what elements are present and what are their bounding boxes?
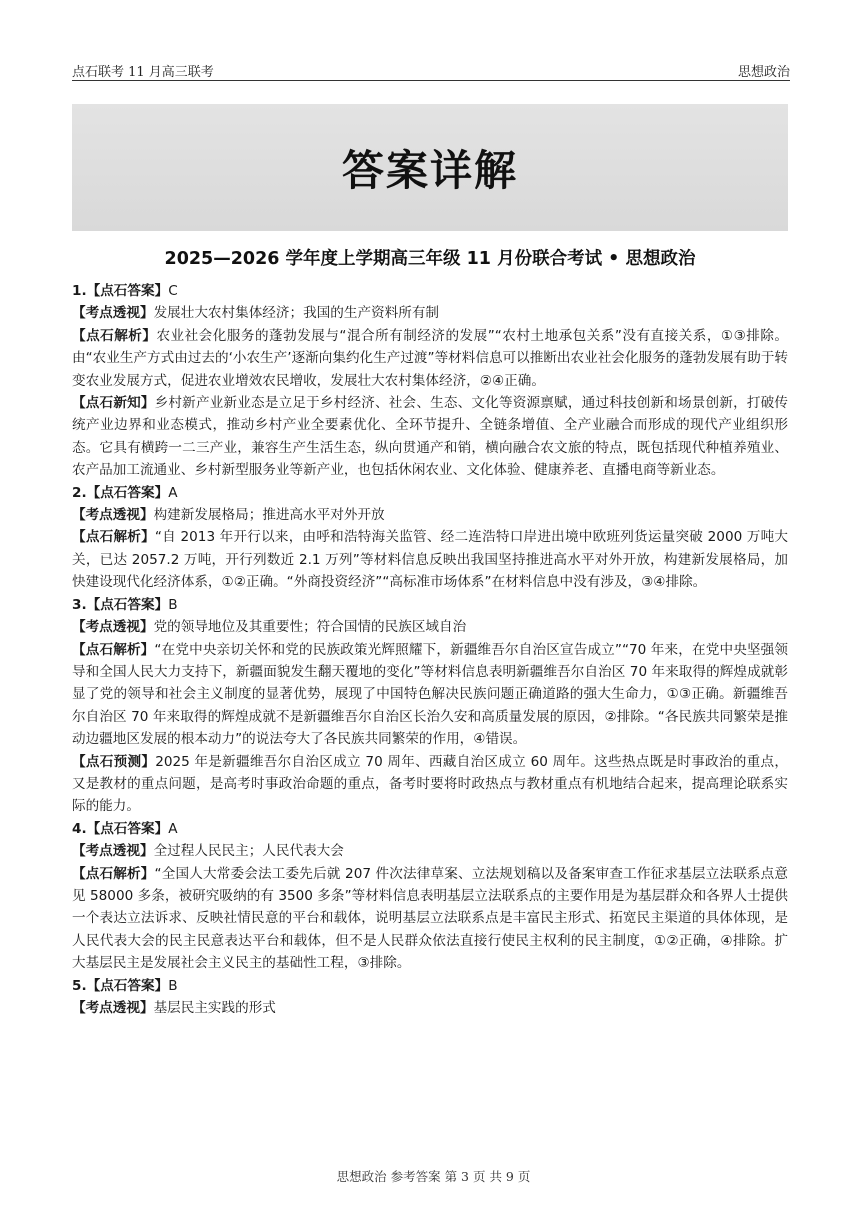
- answer-paragraph: [72, 504, 788, 526]
- paragraph-tag: 【考点透视】: [72, 843, 154, 860]
- answer-paragraph: [72, 302, 788, 324]
- answer-paragraph: [72, 280, 788, 302]
- banner-title: 答案详解: [341, 145, 518, 195]
- answer-paragraph: [72, 818, 788, 840]
- paragraph-text: “自 2013 年开行以来，由呼和浩特海关监管、经二连浩特口岸进出境中欧班列货运量突破 2000 万吨大关，已达 2057.2 万吨，开行列数近 2.1 万列”等材料信息反映出我国坚持推进高水平对外开放，构建新发展格局，加快建设现代化经济体系，①②正确。“外商投资经济”“高标准市场体系”在材料信息中没有涉及，③④排除。: [72, 529, 789, 591]
- paragraph-text: A: [168, 820, 178, 837]
- paragraph-text: “在党中央亲切关怀和党的民族政策光辉照耀下，新疆维吾尔自治区宣告成立”“70 年来，在党中央坚强领导和全国人民大力支持下，新疆面貌发生翻天覆地的变化”等材料信息表明新疆维吾尔自治区 70 年来取得的辉煌成就彰显了党的领导和社会主义制度的显著优势，展现了中国特色解决民族问题正确道路的强大生命力，①③正确。新疆维吾尔自治区 70 年来取得的辉煌成就不是新疆维吾尔自治区长治久安和高质量发展的原因，②排除。“各民族共同繁荣是推动边疆地区发展的根本动力”的说法夸大了各民族共同繁荣的作用，④错误。: [72, 641, 788, 748]
- paragraph-text: B: [168, 596, 178, 613]
- paragraph-tag: 【考点透视】: [72, 305, 154, 322]
- answer-paragraph: [72, 392, 788, 482]
- paragraph-tag: 5.【点石答案】: [72, 977, 169, 994]
- paragraph-tag: 1.【点石答案】: [72, 283, 169, 299]
- paragraph-tag: 【点石新知】: [72, 395, 155, 412]
- answer-content: [72, 280, 788, 1019]
- paragraph-text: “全国人大常委会法工委先后就 207 件次法律草案、立法规划稿以及备案审查工作征求基层立法联系点意见 58000 多条，被研究吸纳的有 3500 多条”等材料信息表明基层立法联系点的主要作用是为基层群众和各界人士提供一个表达立法诉求、反映社情民意的平台和载体，说明基层立法联系点是丰富民主形式、拓宽民主渠道的具体体现，是人民代表大会的民主民意表达平台和载体，但不是人民群众依法直接行使民主权利的民主制度，①②正确，④排除。扩大基层民主是发展社会主义民主的基础性工程，③排除。: [72, 865, 788, 972]
- answer-paragraph: [72, 325, 788, 392]
- answer-paragraph: [72, 616, 788, 638]
- paragraph-tag: 【点石预测】: [72, 753, 156, 770]
- running-header: [72, 60, 790, 81]
- answer-paragraph: [72, 639, 788, 751]
- paragraph-text: 农业社会化服务的蓬勃发展与“混合所有制经济的发展”“农村土地承包关系”没有直接关系，①③排除。由“农业生产方式由过去的‘小农生产’逐渐向集约化生产过渡”等材料信息可以推断出农业社会化服务的蓬勃发展有助于转变农业发展方式，促进农业增效农民增收，发展壮大农村集体经济，②④正确。: [72, 327, 789, 389]
- paragraph-text: 乡村新产业新业态是立足于乡村经济、社会、生态、文化等资源禀赋，通过科技创新和场景创新，打破传统产业边界和业态模式，推动乡村产业全要素优化、全环节提升、全链条增值、全产业融合而形成的现代产业组织形态。它具有横跨一二三产业，兼容生产生活生态，纵向贯通产和销，横向融合农文旅的特点，既包括现代种植养殖业、农产品加工流通业、乡村新型服务业等新产业，也包括休闲农业、文化体验、健康养老、直播电商等新业态。: [72, 395, 789, 479]
- answer-paragraph: [72, 863, 788, 975]
- document-title: 2025—2026 学年度上学期高三年级 11 月份联合考试 • 思想政治: [164, 249, 696, 269]
- paragraph-text: 基层民主实践的形式: [153, 1000, 276, 1016]
- paragraph-tag: 【点石解析】: [72, 529, 155, 546]
- paragraph-text: B: [168, 977, 178, 994]
- title-banner: [72, 104, 788, 231]
- paragraph-tag: 【点石解析】: [72, 641, 155, 658]
- paragraph-text: C: [168, 283, 178, 299]
- paragraph-tag: 3.【点石答案】: [72, 596, 169, 613]
- paragraph-text: 党的领导地位及其重要性；符合国情的民族区域自治: [153, 619, 467, 636]
- paragraph-tag: 【点石解析】: [72, 865, 155, 882]
- paragraph-text: 发展壮大农村集体经济；我国的生产资料所有制: [153, 305, 440, 322]
- paragraph-text: 全过程人民民主；人民代表大会: [153, 843, 344, 860]
- header-subject: 思想政治: [737, 65, 790, 80]
- answer-paragraph: [72, 482, 788, 504]
- paragraph-tag: 2.【点石答案】: [72, 484, 169, 501]
- paragraph-text: 2025 年是新疆维吾尔自治区成立 70 周年、西藏自治区成立 60 周年。这些热点既是时事政治的重点，又是教材的重点问题，是高考时事政治命题的重点，备考时要将时政热点与教材重点有机地结合起来，提高理论联系实际的能力。: [72, 753, 789, 815]
- paragraph-tag: 【考点透视】: [72, 507, 154, 524]
- answer-paragraph: [72, 997, 788, 1019]
- answer-paragraph: [72, 751, 788, 818]
- answer-paragraph: [72, 526, 788, 593]
- header-exam-name: 点石联考 11 月高三联考: [72, 65, 214, 80]
- paragraph-tag: 4.【点石答案】: [72, 820, 169, 837]
- paragraph-tag: 【考点透视】: [72, 1000, 154, 1016]
- paragraph-text: 构建新发展格局；推进高水平对外开放: [153, 507, 385, 524]
- answer-paragraph: [72, 840, 788, 862]
- paragraph-tag: 【考点透视】: [72, 619, 154, 636]
- answer-paragraph: [72, 975, 788, 997]
- paragraph-tag: 【点石解析】: [72, 327, 157, 344]
- paragraph-text: A: [168, 484, 178, 501]
- page-footer: 思想政治 参考答案 第 3 页 共 9 页: [336, 1169, 531, 1184]
- answer-paragraph: [72, 594, 788, 616]
